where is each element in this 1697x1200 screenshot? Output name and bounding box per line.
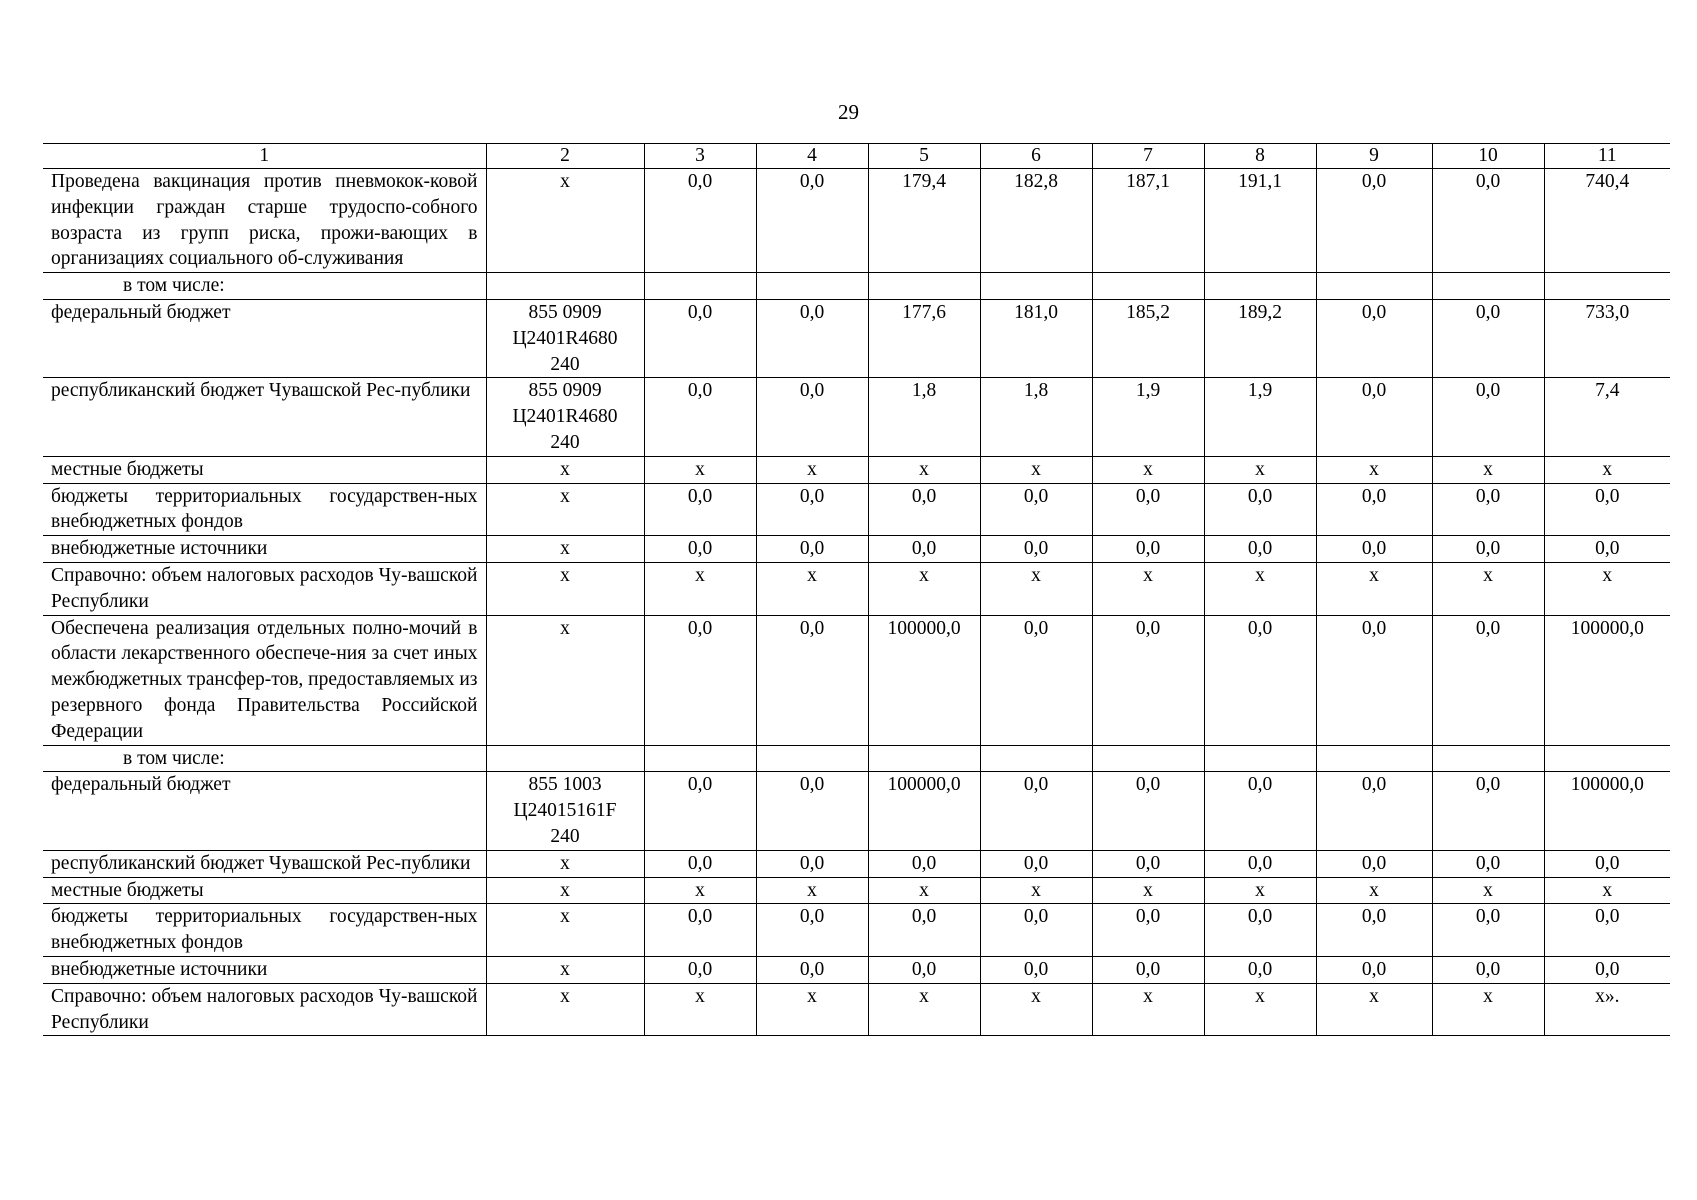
value-cell: 0,0 (756, 299, 868, 377)
value-cell: х (644, 562, 756, 615)
row-label: республиканский бюджет Чувашской Рес-публики (43, 850, 486, 877)
value-cell: 0,0 (1432, 169, 1544, 273)
value-cell: 0,0 (980, 904, 1092, 957)
value-cell (980, 745, 1092, 772)
value-cell: 0,0 (756, 615, 868, 745)
value-cell: 0,0 (756, 378, 868, 456)
value-cell: х (1316, 456, 1432, 483)
table-row (43, 378, 1670, 456)
value-cell: 0,0 (868, 850, 980, 877)
value-cell: 191,1 (1204, 169, 1316, 273)
value-cell: 0,0 (980, 956, 1092, 983)
value-cell: 181,0 (980, 299, 1092, 377)
budget-code: х (486, 904, 644, 957)
value-cell: х (1432, 456, 1544, 483)
budget-code: х (486, 562, 644, 615)
row-label: местные бюджеты (43, 456, 486, 483)
value-cell: 0,0 (756, 904, 868, 957)
value-cell: 0,0 (1092, 483, 1204, 536)
budget-code-line: 240 (550, 353, 580, 375)
table-row (43, 273, 1670, 300)
value-cell: х (1432, 562, 1544, 615)
column-header: 4 (756, 144, 868, 169)
value-cell: х (1432, 983, 1544, 1036)
value-cell: х (1204, 562, 1316, 615)
value-cell: 0,0 (1316, 536, 1432, 563)
value-cell: 0,0 (644, 615, 756, 745)
value-cell: х (1092, 877, 1204, 904)
value-cell: 0,0 (1432, 904, 1544, 957)
value-cell: 0,0 (1092, 615, 1204, 745)
value-cell (1204, 273, 1316, 300)
table-row (43, 456, 1670, 483)
value-cell: 0,0 (1316, 378, 1432, 456)
value-cell: 0,0 (1316, 615, 1432, 745)
value-cell: 1,9 (1092, 378, 1204, 456)
table-row (43, 169, 1670, 273)
value-cell: 0,0 (1316, 299, 1432, 377)
budget-code: х (486, 483, 644, 536)
value-cell: х (980, 456, 1092, 483)
value-cell: 0,0 (1204, 536, 1316, 563)
value-cell: 0,0 (1316, 956, 1432, 983)
value-cell: 0,0 (756, 956, 868, 983)
column-header: 11 (1544, 144, 1670, 169)
budget-code: х (486, 877, 644, 904)
value-cell: 0,0 (980, 615, 1092, 745)
value-cell: 0,0 (1316, 904, 1432, 957)
value-cell (980, 273, 1092, 300)
value-cell: 0,0 (1432, 299, 1544, 377)
value-cell (756, 273, 868, 300)
value-cell: 0,0 (1432, 536, 1544, 563)
value-cell: 0,0 (868, 956, 980, 983)
budget-code-line: 855 0909 (528, 301, 602, 323)
value-cell: 0,0 (644, 850, 756, 877)
value-cell: 0,0 (644, 299, 756, 377)
value-cell: 0,0 (1432, 850, 1544, 877)
value-cell: х (868, 456, 980, 483)
value-cell: 185,2 (1092, 299, 1204, 377)
budget-code: х (486, 536, 644, 563)
budget-code: х (486, 850, 644, 877)
value-cell (1092, 273, 1204, 300)
value-cell: 0,0 (644, 772, 756, 850)
value-cell: 0,0 (1204, 956, 1316, 983)
value-cell: 1,8 (868, 378, 980, 456)
value-cell: х (868, 562, 980, 615)
column-header: 10 (1432, 144, 1544, 169)
row-label: Обеспечена реализация отдельных полно-мочий в области лекарственного обеспече-ния за счет иных межбюджетных трансфер-тов, предоставляемых из резервного фонда Правительства Российской Федерации (43, 615, 486, 745)
value-cell (868, 745, 980, 772)
budget-code (486, 772, 644, 850)
budget-code: х (486, 169, 644, 273)
value-cell: 0,0 (1544, 850, 1670, 877)
value-cell: 0,0 (1204, 483, 1316, 536)
row-label: бюджеты территориальных государствен-ных внебюджетных фондов (43, 904, 486, 957)
value-cell: 100000,0 (1544, 615, 1670, 745)
value-cell: 0,0 (644, 378, 756, 456)
budget-code: х (486, 983, 644, 1036)
row-label: в том числе: (43, 273, 486, 300)
row-label: бюджеты территориальных государствен-ных внебюджетных фондов (43, 483, 486, 536)
column-header: 5 (868, 144, 980, 169)
budget-code (486, 745, 644, 772)
value-cell: х (756, 877, 868, 904)
budget-code-line: 240 (550, 825, 580, 847)
table-row (43, 983, 1670, 1036)
value-cell: х (1092, 983, 1204, 1036)
row-label: внебюджетные источники (43, 956, 486, 983)
table-body (43, 144, 1670, 1036)
value-cell (868, 273, 980, 300)
table-row (43, 483, 1670, 536)
value-cell: 0,0 (1204, 615, 1316, 745)
budget-code (486, 378, 644, 456)
budget-code: х (486, 956, 644, 983)
value-cell: х (868, 877, 980, 904)
value-cell: 0,0 (644, 904, 756, 957)
value-cell: 0,0 (756, 772, 868, 850)
value-cell: 0,0 (1316, 483, 1432, 536)
value-cell: 0,0 (1204, 850, 1316, 877)
value-cell: 0,0 (756, 169, 868, 273)
value-cell: 100000,0 (868, 615, 980, 745)
value-cell: 0,0 (644, 483, 756, 536)
row-label: федеральный бюджет (43, 299, 486, 377)
budget-code-line: Ц2401R4680 (512, 406, 618, 428)
table-row (43, 299, 1670, 377)
value-cell: 0,0 (756, 536, 868, 563)
budget-code-line: Ц24015161F (513, 800, 617, 822)
table-row (43, 615, 1670, 745)
row-label: Справочно: объем налоговых расходов Чу-вашской Республики (43, 562, 486, 615)
table-row (43, 850, 1670, 877)
value-cell: 0,0 (644, 536, 756, 563)
column-header: 7 (1092, 144, 1204, 169)
value-cell: 182,8 (980, 169, 1092, 273)
value-cell: х (1204, 877, 1316, 904)
value-cell: 733,0 (1544, 299, 1670, 377)
value-cell: 0,0 (868, 536, 980, 563)
value-cell: х (1092, 562, 1204, 615)
value-cell (1204, 745, 1316, 772)
value-cell: 0,0 (756, 850, 868, 877)
budget-code-line: 855 0909 (528, 380, 602, 402)
budget-code: х (486, 615, 644, 745)
value-cell: х (1316, 562, 1432, 615)
column-header: 8 (1204, 144, 1316, 169)
value-cell: 0,0 (1544, 483, 1670, 536)
value-cell: х (756, 562, 868, 615)
value-cell: 0,0 (1092, 850, 1204, 877)
value-cell: х (756, 456, 868, 483)
value-cell: 0,0 (868, 483, 980, 536)
value-cell: х (1204, 456, 1316, 483)
value-cell: 0,0 (1544, 904, 1670, 957)
row-label: местные бюджеты (43, 877, 486, 904)
budget-code (486, 273, 644, 300)
value-cell: 1,8 (980, 378, 1092, 456)
value-cell: х (1544, 877, 1670, 904)
value-cell: х (644, 877, 756, 904)
value-cell: 1,9 (1204, 378, 1316, 456)
column-header: 2 (486, 144, 644, 169)
row-label: федеральный бюджет (43, 772, 486, 850)
table-row (43, 877, 1670, 904)
row-label: в том числе: (43, 745, 486, 772)
page-number: 29 (838, 100, 859, 124)
value-cell: 0,0 (644, 956, 756, 983)
value-cell: 0,0 (1316, 850, 1432, 877)
value-cell: 0,0 (1544, 956, 1670, 983)
budget-code-line: 240 (550, 431, 580, 453)
value-cell (1432, 273, 1544, 300)
value-cell (1316, 273, 1432, 300)
table-row (43, 562, 1670, 615)
value-cell: 179,4 (868, 169, 980, 273)
table-row (43, 745, 1670, 772)
table-row (43, 956, 1670, 983)
row-label: внебюджетные источники (43, 536, 486, 563)
value-cell: 0,0 (1432, 772, 1544, 850)
value-cell: х (868, 983, 980, 1036)
value-cell (1544, 745, 1670, 772)
column-header: 1 (43, 144, 486, 169)
budget-table (43, 143, 1670, 1036)
budget-code (486, 299, 644, 377)
value-cell: х (1544, 562, 1670, 615)
value-cell: х (1204, 983, 1316, 1036)
value-cell: х (980, 877, 1092, 904)
value-cell: х». (1544, 983, 1670, 1036)
value-cell: 0,0 (1092, 904, 1204, 957)
value-cell: 187,1 (1092, 169, 1204, 273)
value-cell: х (980, 562, 1092, 615)
value-cell: х (1544, 456, 1670, 483)
value-cell: 0,0 (980, 483, 1092, 536)
row-label: Справочно: объем налоговых расходов Чу-вашской Республики (43, 983, 486, 1036)
value-cell: 0,0 (1432, 483, 1544, 536)
row-label: Проведена вакцинация против пневмокок-ковой инфекции граждан старше трудоспо-собного возраста из групп риска, прожи-вающих в организациях социального об-служивания (43, 169, 486, 273)
value-cell: 0,0 (1544, 536, 1670, 563)
column-header: 3 (644, 144, 756, 169)
row-label: республиканский бюджет Чувашской Рес-публики (43, 378, 486, 456)
value-cell (1092, 745, 1204, 772)
value-cell: 0,0 (1204, 772, 1316, 850)
value-cell: 0,0 (1432, 956, 1544, 983)
value-cell: 0,0 (1092, 536, 1204, 563)
table-header-row (43, 144, 1670, 169)
value-cell: 0,0 (980, 850, 1092, 877)
column-header: 9 (1316, 144, 1432, 169)
value-cell: 100000,0 (1544, 772, 1670, 850)
table-row (43, 772, 1670, 850)
value-cell: х (1092, 456, 1204, 483)
value-cell: х (1316, 877, 1432, 904)
value-cell: 0,0 (1092, 956, 1204, 983)
value-cell: 0,0 (1316, 169, 1432, 273)
value-cell: 0,0 (1432, 615, 1544, 745)
value-cell: х (644, 456, 756, 483)
value-cell: 740,4 (1544, 169, 1670, 273)
value-cell: 189,2 (1204, 299, 1316, 377)
value-cell: х (756, 983, 868, 1036)
value-cell (1316, 745, 1432, 772)
value-cell: 0,0 (1092, 772, 1204, 850)
value-cell: 0,0 (868, 904, 980, 957)
value-cell (1432, 745, 1544, 772)
value-cell: 0,0 (1316, 772, 1432, 850)
value-cell (644, 745, 756, 772)
value-cell (644, 273, 756, 300)
budget-code-line: 855 1003 (528, 774, 602, 796)
value-cell: х (980, 983, 1092, 1036)
value-cell: 0,0 (644, 169, 756, 273)
value-cell: 0,0 (980, 536, 1092, 563)
value-cell (1544, 273, 1670, 300)
column-header: 6 (980, 144, 1092, 169)
value-cell: 0,0 (756, 483, 868, 536)
value-cell: 0,0 (980, 772, 1092, 850)
value-cell: х (644, 983, 756, 1036)
table-row (43, 904, 1670, 957)
value-cell: х (1316, 983, 1432, 1036)
value-cell: 100000,0 (868, 772, 980, 850)
budget-code: х (486, 456, 644, 483)
table-row (43, 536, 1670, 563)
value-cell: 0,0 (1204, 904, 1316, 957)
value-cell: 7,4 (1544, 378, 1670, 456)
value-cell: 0,0 (1432, 378, 1544, 456)
budget-code-line: Ц2401R4680 (512, 327, 618, 349)
value-cell: х (1432, 877, 1544, 904)
value-cell: 177,6 (868, 299, 980, 377)
value-cell (756, 745, 868, 772)
